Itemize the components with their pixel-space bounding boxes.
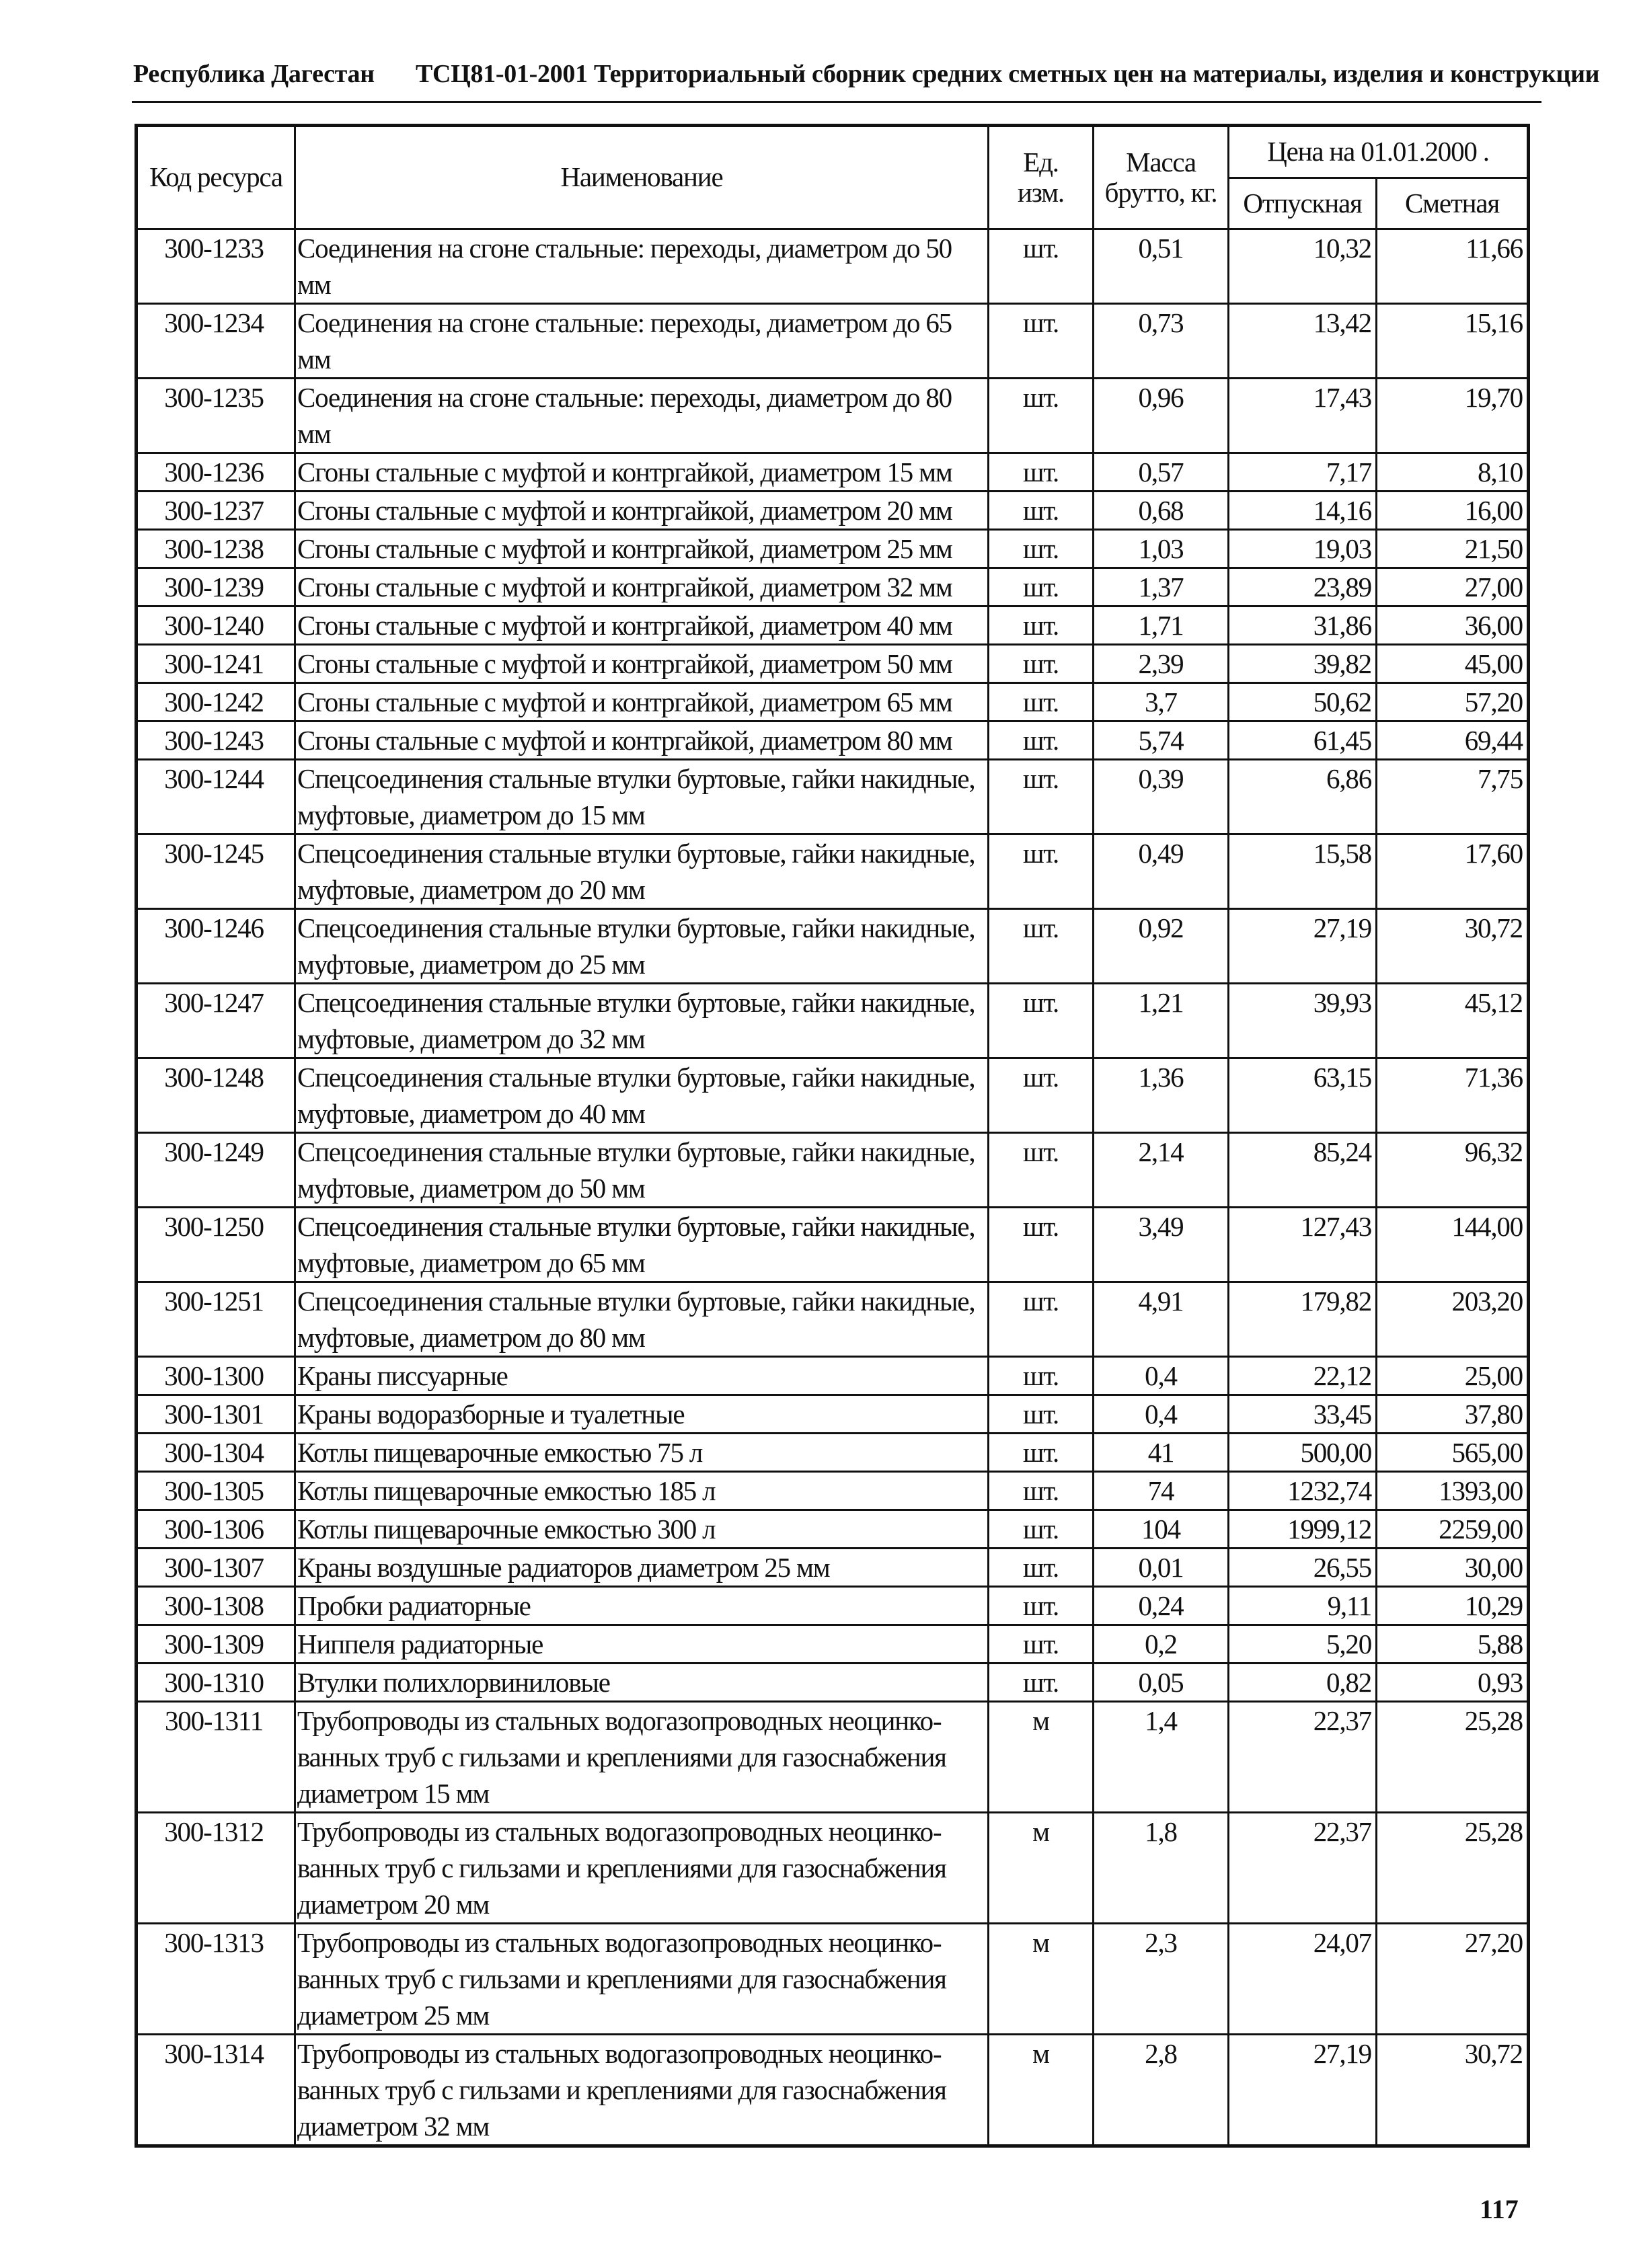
cell-mass: 0,39 — [1094, 760, 1229, 834]
cell-name: Сгоны стальные с муфтой и контргайкой, диаметром 20 мм — [295, 492, 989, 530]
cell-name: Спецсоединения стальные втулки буртовые, гайки накидные, муфтовые, диаметром до 20 мм — [295, 834, 989, 909]
table-row — [137, 379, 1529, 453]
cell-mass: 0,05 — [1094, 1664, 1229, 1702]
cell-estimate-price: 15,16 — [1377, 304, 1529, 379]
cell-mass: 3,49 — [1094, 1208, 1229, 1282]
cell-estimate-price: 2259,00 — [1377, 1510, 1529, 1549]
cell-estimate-price: 30,72 — [1377, 909, 1529, 984]
cell-code: 300-1310 — [137, 1664, 295, 1702]
cell-name: Сгоны стальные с муфтой и контргайкой, диаметром 50 мм — [295, 645, 989, 683]
cell-code: 300-1239 — [137, 568, 295, 607]
cell-code: 300-1300 — [137, 1357, 295, 1395]
cell-estimate-price: 36,00 — [1377, 607, 1529, 645]
table-row — [137, 1282, 1529, 1357]
cell-code: 300-1308 — [137, 1587, 295, 1625]
cell-mass: 1,03 — [1094, 530, 1229, 568]
cell-code: 300-1240 — [137, 607, 295, 645]
cell-name: Краны писсуарные — [295, 1357, 989, 1395]
cell-name: Сгоны стальные с муфтой и контргайкой, диаметром 65 мм — [295, 683, 989, 721]
cell-estimate-price: 27,20 — [1377, 1924, 1529, 2035]
col-header-price: Цена на 01.01.2000 . — [1229, 126, 1529, 178]
cell-mass: 0,73 — [1094, 304, 1229, 379]
cell-mass: 0,4 — [1094, 1395, 1229, 1434]
cell-code: 300-1243 — [137, 721, 295, 760]
table-row — [137, 1664, 1529, 1702]
cell-code: 300-1242 — [137, 683, 295, 721]
cell-unit: шт. — [989, 1058, 1094, 1133]
cell-unit: шт. — [989, 834, 1094, 909]
cell-mass: 74 — [1094, 1472, 1229, 1510]
cell-name: Ниппеля радиаторные — [295, 1625, 989, 1664]
table-row — [137, 1813, 1529, 1924]
cell-unit: шт. — [989, 1625, 1094, 1664]
cell-name: Котлы пищеварочные емкостью 75 л — [295, 1434, 989, 1472]
cell-unit: шт. — [989, 1434, 1094, 1472]
col-header-unit: Ед. изм. — [989, 126, 1094, 229]
col-header-name: Наименование — [295, 126, 989, 229]
table-row — [137, 1549, 1529, 1587]
table-row — [137, 1133, 1529, 1208]
cell-unit: шт. — [989, 1357, 1094, 1395]
cell-code: 300-1312 — [137, 1813, 295, 1924]
table-row — [137, 683, 1529, 721]
cell-mass: 2,8 — [1094, 2035, 1229, 2146]
cell-unit: м — [989, 1813, 1094, 1924]
cell-mass: 0,92 — [1094, 909, 1229, 984]
cell-name: Сгоны стальные с муфтой и контргайкой, диаметром 40 мм — [295, 607, 989, 645]
cell-mass: 0,49 — [1094, 834, 1229, 909]
header-divider — [132, 101, 1541, 103]
table-row — [137, 229, 1529, 304]
cell-release-price: 85,24 — [1229, 1133, 1377, 1208]
cell-unit: шт. — [989, 1587, 1094, 1625]
cell-release-price: 127,43 — [1229, 1208, 1377, 1282]
cell-mass: 4,91 — [1094, 1282, 1229, 1357]
cell-unit: шт. — [989, 379, 1094, 453]
page-header — [133, 59, 1600, 89]
cell-release-price: 1999,12 — [1229, 1510, 1377, 1549]
cell-name: Краны водоразборные и туалетные — [295, 1395, 989, 1434]
cell-name: Сгоны стальные с муфтой и контргайкой, диаметром 25 мм — [295, 530, 989, 568]
cell-unit: шт. — [989, 645, 1094, 683]
cell-code: 300-1241 — [137, 645, 295, 683]
cell-release-price: 39,82 — [1229, 645, 1377, 683]
cell-mass: 0,68 — [1094, 492, 1229, 530]
cell-release-price: 1232,74 — [1229, 1472, 1377, 1510]
cell-mass: 1,71 — [1094, 607, 1229, 645]
table-header — [137, 126, 1529, 229]
cell-estimate-price: 69,44 — [1377, 721, 1529, 760]
cell-mass: 41 — [1094, 1434, 1229, 1472]
cell-release-price: 17,43 — [1229, 379, 1377, 453]
cell-release-price: 27,19 — [1229, 2035, 1377, 2146]
cell-unit: шт. — [989, 1472, 1094, 1510]
table-row — [137, 304, 1529, 379]
cell-unit: шт. — [989, 568, 1094, 607]
cell-code: 300-1245 — [137, 834, 295, 909]
cell-unit: м — [989, 1702, 1094, 1813]
cell-name: Сгоны стальные с муфтой и контргайкой, диаметром 80 мм — [295, 721, 989, 760]
table-row — [137, 1357, 1529, 1395]
cell-mass: 0,2 — [1094, 1625, 1229, 1664]
cell-estimate-price: 11,66 — [1377, 229, 1529, 304]
table-row — [137, 1924, 1529, 2035]
table-row — [137, 1587, 1529, 1625]
cell-code: 300-1237 — [137, 492, 295, 530]
cell-name: Соединения на сгоне стальные: переходы, диаметром до 50 мм — [295, 229, 989, 304]
table-row — [137, 909, 1529, 984]
cell-release-price: 50,62 — [1229, 683, 1377, 721]
cell-release-price: 10,32 — [1229, 229, 1377, 304]
cell-unit: шт. — [989, 607, 1094, 645]
region-name: Республика Дагестан — [133, 60, 375, 88]
table-row — [137, 834, 1529, 909]
cell-release-price: 13,42 — [1229, 304, 1377, 379]
table-row — [137, 1702, 1529, 1813]
cell-code: 300-1309 — [137, 1625, 295, 1664]
table-row — [137, 645, 1529, 683]
cell-mass: 1,8 — [1094, 1813, 1229, 1924]
cell-name: Краны воздушные радиаторов диаметром 25 мм — [295, 1549, 989, 1587]
cell-estimate-price: 565,00 — [1377, 1434, 1529, 1472]
cell-code: 300-1247 — [137, 984, 295, 1058]
cell-unit: шт. — [989, 1208, 1094, 1282]
cell-estimate-price: 16,00 — [1377, 492, 1529, 530]
cell-release-price: 7,17 — [1229, 453, 1377, 492]
table-row — [137, 568, 1529, 607]
cell-mass: 0,96 — [1094, 379, 1229, 453]
cell-unit: шт. — [989, 304, 1094, 379]
cell-mass: 5,74 — [1094, 721, 1229, 760]
cell-code: 300-1236 — [137, 453, 295, 492]
cell-unit: шт. — [989, 1510, 1094, 1549]
cell-estimate-price: 25,28 — [1377, 1702, 1529, 1813]
cell-code: 300-1249 — [137, 1133, 295, 1208]
cell-release-price: 0,82 — [1229, 1664, 1377, 1702]
cell-unit: шт. — [989, 1133, 1094, 1208]
cell-release-price: 33,45 — [1229, 1395, 1377, 1434]
cell-name: Спецсоединения стальные втулки буртовые, гайки накидные, муфтовые, диаметром до 65 мм — [295, 1208, 989, 1282]
cell-estimate-price: 10,29 — [1377, 1587, 1529, 1625]
table-row — [137, 607, 1529, 645]
cell-mass: 2,14 — [1094, 1133, 1229, 1208]
cell-release-price: 9,11 — [1229, 1587, 1377, 1625]
cell-name: Спецсоединения стальные втулки буртовые, гайки накидные, муфтовые, диаметром до 15 мм — [295, 760, 989, 834]
cell-unit: шт. — [989, 229, 1094, 304]
cell-unit: шт. — [989, 760, 1094, 834]
cell-release-price: 14,16 — [1229, 492, 1377, 530]
col-header-release-price: Отпускная — [1229, 178, 1377, 229]
cell-estimate-price: 71,36 — [1377, 1058, 1529, 1133]
cell-unit: шт. — [989, 1549, 1094, 1587]
cell-mass: 0,01 — [1094, 1549, 1229, 1587]
cell-code: 300-1238 — [137, 530, 295, 568]
cell-mass: 0,4 — [1094, 1357, 1229, 1395]
cell-mass: 0,51 — [1094, 229, 1229, 304]
table-row — [137, 453, 1529, 492]
cell-release-price: 19,03 — [1229, 530, 1377, 568]
cell-mass: 2,39 — [1094, 645, 1229, 683]
cell-code: 300-1250 — [137, 1208, 295, 1282]
cell-code: 300-1314 — [137, 2035, 295, 2146]
cell-code: 300-1304 — [137, 1434, 295, 1472]
cell-release-price: 23,89 — [1229, 568, 1377, 607]
cell-name: Трубопроводы из стальных водогазопроводных неоцинко-ванных труб с гильзами и креплениями для газоснабжения диаметром 20 мм — [295, 1813, 989, 1924]
table-row — [137, 1510, 1529, 1549]
cell-estimate-price: 27,00 — [1377, 568, 1529, 607]
cell-unit: м — [989, 1924, 1094, 2035]
table-row — [137, 721, 1529, 760]
cell-code: 300-1234 — [137, 304, 295, 379]
cell-name: Котлы пищеварочные емкостью 300 л — [295, 1510, 989, 1549]
cell-name: Трубопроводы из стальных водогазопроводных неоцинко-ванных труб с гильзами и креплениями для газоснабжения диаметром 15 мм — [295, 1702, 989, 1813]
price-table-container — [135, 124, 1527, 2148]
cell-name: Сгоны стальные с муфтой и контргайкой, диаметром 15 мм — [295, 453, 989, 492]
cell-name: Спецсоединения стальные втулки буртовые, гайки накидные, муфтовые, диаметром до 80 мм — [295, 1282, 989, 1357]
cell-release-price: 22,12 — [1229, 1357, 1377, 1395]
table-body — [137, 229, 1529, 2146]
price-table — [135, 124, 1530, 2148]
cell-code: 300-1235 — [137, 379, 295, 453]
cell-mass: 3,7 — [1094, 683, 1229, 721]
col-header-code: Код ресурса — [137, 126, 295, 229]
cell-mass: 1,4 — [1094, 1702, 1229, 1813]
cell-unit: шт. — [989, 1282, 1094, 1357]
cell-unit: шт. — [989, 1395, 1094, 1434]
table-row — [137, 1625, 1529, 1664]
cell-name: Соединения на сгоне стальные: переходы, диаметром до 65 мм — [295, 304, 989, 379]
cell-code: 300-1307 — [137, 1549, 295, 1587]
cell-release-price: 27,19 — [1229, 909, 1377, 984]
cell-estimate-price: 19,70 — [1377, 379, 1529, 453]
collection-title: ТСЦ81-01-2001 Территориальный сборник средних сметных цен на материалы, изделия и конструкции — [416, 60, 1600, 88]
table-row — [137, 984, 1529, 1058]
cell-estimate-price: 25,00 — [1377, 1357, 1529, 1395]
cell-name: Спецсоединения стальные втулки буртовые, гайки накидные, муфтовые, диаметром до 50 мм — [295, 1133, 989, 1208]
cell-unit: м — [989, 2035, 1094, 2146]
table-row — [137, 2035, 1529, 2146]
cell-code: 300-1306 — [137, 1510, 295, 1549]
cell-name: Котлы пищеварочные емкостью 185 л — [295, 1472, 989, 1510]
cell-code: 300-1233 — [137, 229, 295, 304]
table-row — [137, 1395, 1529, 1434]
cell-mass: 0,57 — [1094, 453, 1229, 492]
cell-estimate-price: 21,50 — [1377, 530, 1529, 568]
cell-estimate-price: 45,00 — [1377, 645, 1529, 683]
cell-unit: шт. — [989, 721, 1094, 760]
cell-release-price: 39,93 — [1229, 984, 1377, 1058]
table-row — [137, 1058, 1529, 1133]
cell-name: Пробки радиаторные — [295, 1587, 989, 1625]
cell-release-price: 5,20 — [1229, 1625, 1377, 1664]
cell-code: 300-1313 — [137, 1924, 295, 2035]
cell-release-price: 63,15 — [1229, 1058, 1377, 1133]
cell-estimate-price: 30,00 — [1377, 1549, 1529, 1587]
cell-release-price: 6,86 — [1229, 760, 1377, 834]
cell-mass: 1,36 — [1094, 1058, 1229, 1133]
cell-mass: 1,37 — [1094, 568, 1229, 607]
cell-code: 300-1311 — [137, 1702, 295, 1813]
table-row — [137, 1208, 1529, 1282]
table-row — [137, 1434, 1529, 1472]
cell-unit: шт. — [989, 492, 1094, 530]
cell-unit: шт. — [989, 453, 1094, 492]
col-header-mass: Масса брутто, кг. — [1094, 126, 1229, 229]
cell-unit: шт. — [989, 1664, 1094, 1702]
cell-name: Сгоны стальные с муфтой и контргайкой, диаметром 32 мм — [295, 568, 989, 607]
cell-release-price: 22,37 — [1229, 1702, 1377, 1813]
table-row — [137, 492, 1529, 530]
cell-code: 300-1251 — [137, 1282, 295, 1357]
cell-estimate-price: 45,12 — [1377, 984, 1529, 1058]
cell-code: 300-1301 — [137, 1395, 295, 1434]
cell-code: 300-1305 — [137, 1472, 295, 1510]
table-row — [137, 1472, 1529, 1510]
table-row — [137, 530, 1529, 568]
cell-estimate-price: 203,20 — [1377, 1282, 1529, 1357]
cell-unit: шт. — [989, 909, 1094, 984]
cell-code: 300-1244 — [137, 760, 295, 834]
cell-code: 300-1246 — [137, 909, 295, 984]
cell-mass: 2,3 — [1094, 1924, 1229, 2035]
cell-estimate-price: 17,60 — [1377, 834, 1529, 909]
cell-unit: шт. — [989, 530, 1094, 568]
cell-estimate-price: 0,93 — [1377, 1664, 1529, 1702]
cell-release-price: 15,58 — [1229, 834, 1377, 909]
cell-estimate-price: 8,10 — [1377, 453, 1529, 492]
cell-estimate-price: 5,88 — [1377, 1625, 1529, 1664]
cell-release-price: 31,86 — [1229, 607, 1377, 645]
cell-estimate-price: 37,80 — [1377, 1395, 1529, 1434]
cell-estimate-price: 57,20 — [1377, 683, 1529, 721]
cell-mass: 104 — [1094, 1510, 1229, 1549]
cell-name: Спецсоединения стальные втулки буртовые, гайки накидные, муфтовые, диаметром до 25 мм — [295, 909, 989, 984]
page-number: 117 — [1480, 2194, 1519, 2224]
cell-estimate-price: 144,00 — [1377, 1208, 1529, 1282]
cell-unit: шт. — [989, 683, 1094, 721]
cell-name: Соединения на сгоне стальные: переходы, диаметром до 80 мм — [295, 379, 989, 453]
col-header-estimate-price: Сметная — [1377, 178, 1529, 229]
cell-name: Втулки полихлорвиниловые — [295, 1664, 989, 1702]
cell-release-price: 500,00 — [1229, 1434, 1377, 1472]
table-row — [137, 760, 1529, 834]
cell-mass: 1,21 — [1094, 984, 1229, 1058]
cell-unit: шт. — [989, 984, 1094, 1058]
cell-release-price: 22,37 — [1229, 1813, 1377, 1924]
cell-estimate-price: 30,72 — [1377, 2035, 1529, 2146]
cell-code: 300-1248 — [137, 1058, 295, 1133]
cell-release-price: 61,45 — [1229, 721, 1377, 760]
cell-name: Трубопроводы из стальных водогазопроводных неоцинко-ванных труб с гильзами и креплениями для газоснабжения диаметром 25 мм — [295, 1924, 989, 2035]
cell-release-price: 26,55 — [1229, 1549, 1377, 1587]
cell-name: Спецсоединения стальные втулки буртовые, гайки накидные, муфтовые, диаметром до 40 мм — [295, 1058, 989, 1133]
cell-release-price: 179,82 — [1229, 1282, 1377, 1357]
cell-release-price: 24,07 — [1229, 1924, 1377, 2035]
cell-estimate-price: 96,32 — [1377, 1133, 1529, 1208]
cell-estimate-price: 1393,00 — [1377, 1472, 1529, 1510]
cell-name: Спецсоединения стальные втулки буртовые, гайки накидные, муфтовые, диаметром до 32 мм — [295, 984, 989, 1058]
cell-estimate-price: 25,28 — [1377, 1813, 1529, 1924]
cell-estimate-price: 7,75 — [1377, 760, 1529, 834]
cell-mass: 0,24 — [1094, 1587, 1229, 1625]
cell-name: Трубопроводы из стальных водогазопроводных неоцинко-ванных труб с гильзами и креплениями для газоснабжения диаметром 32 мм — [295, 2035, 989, 2146]
